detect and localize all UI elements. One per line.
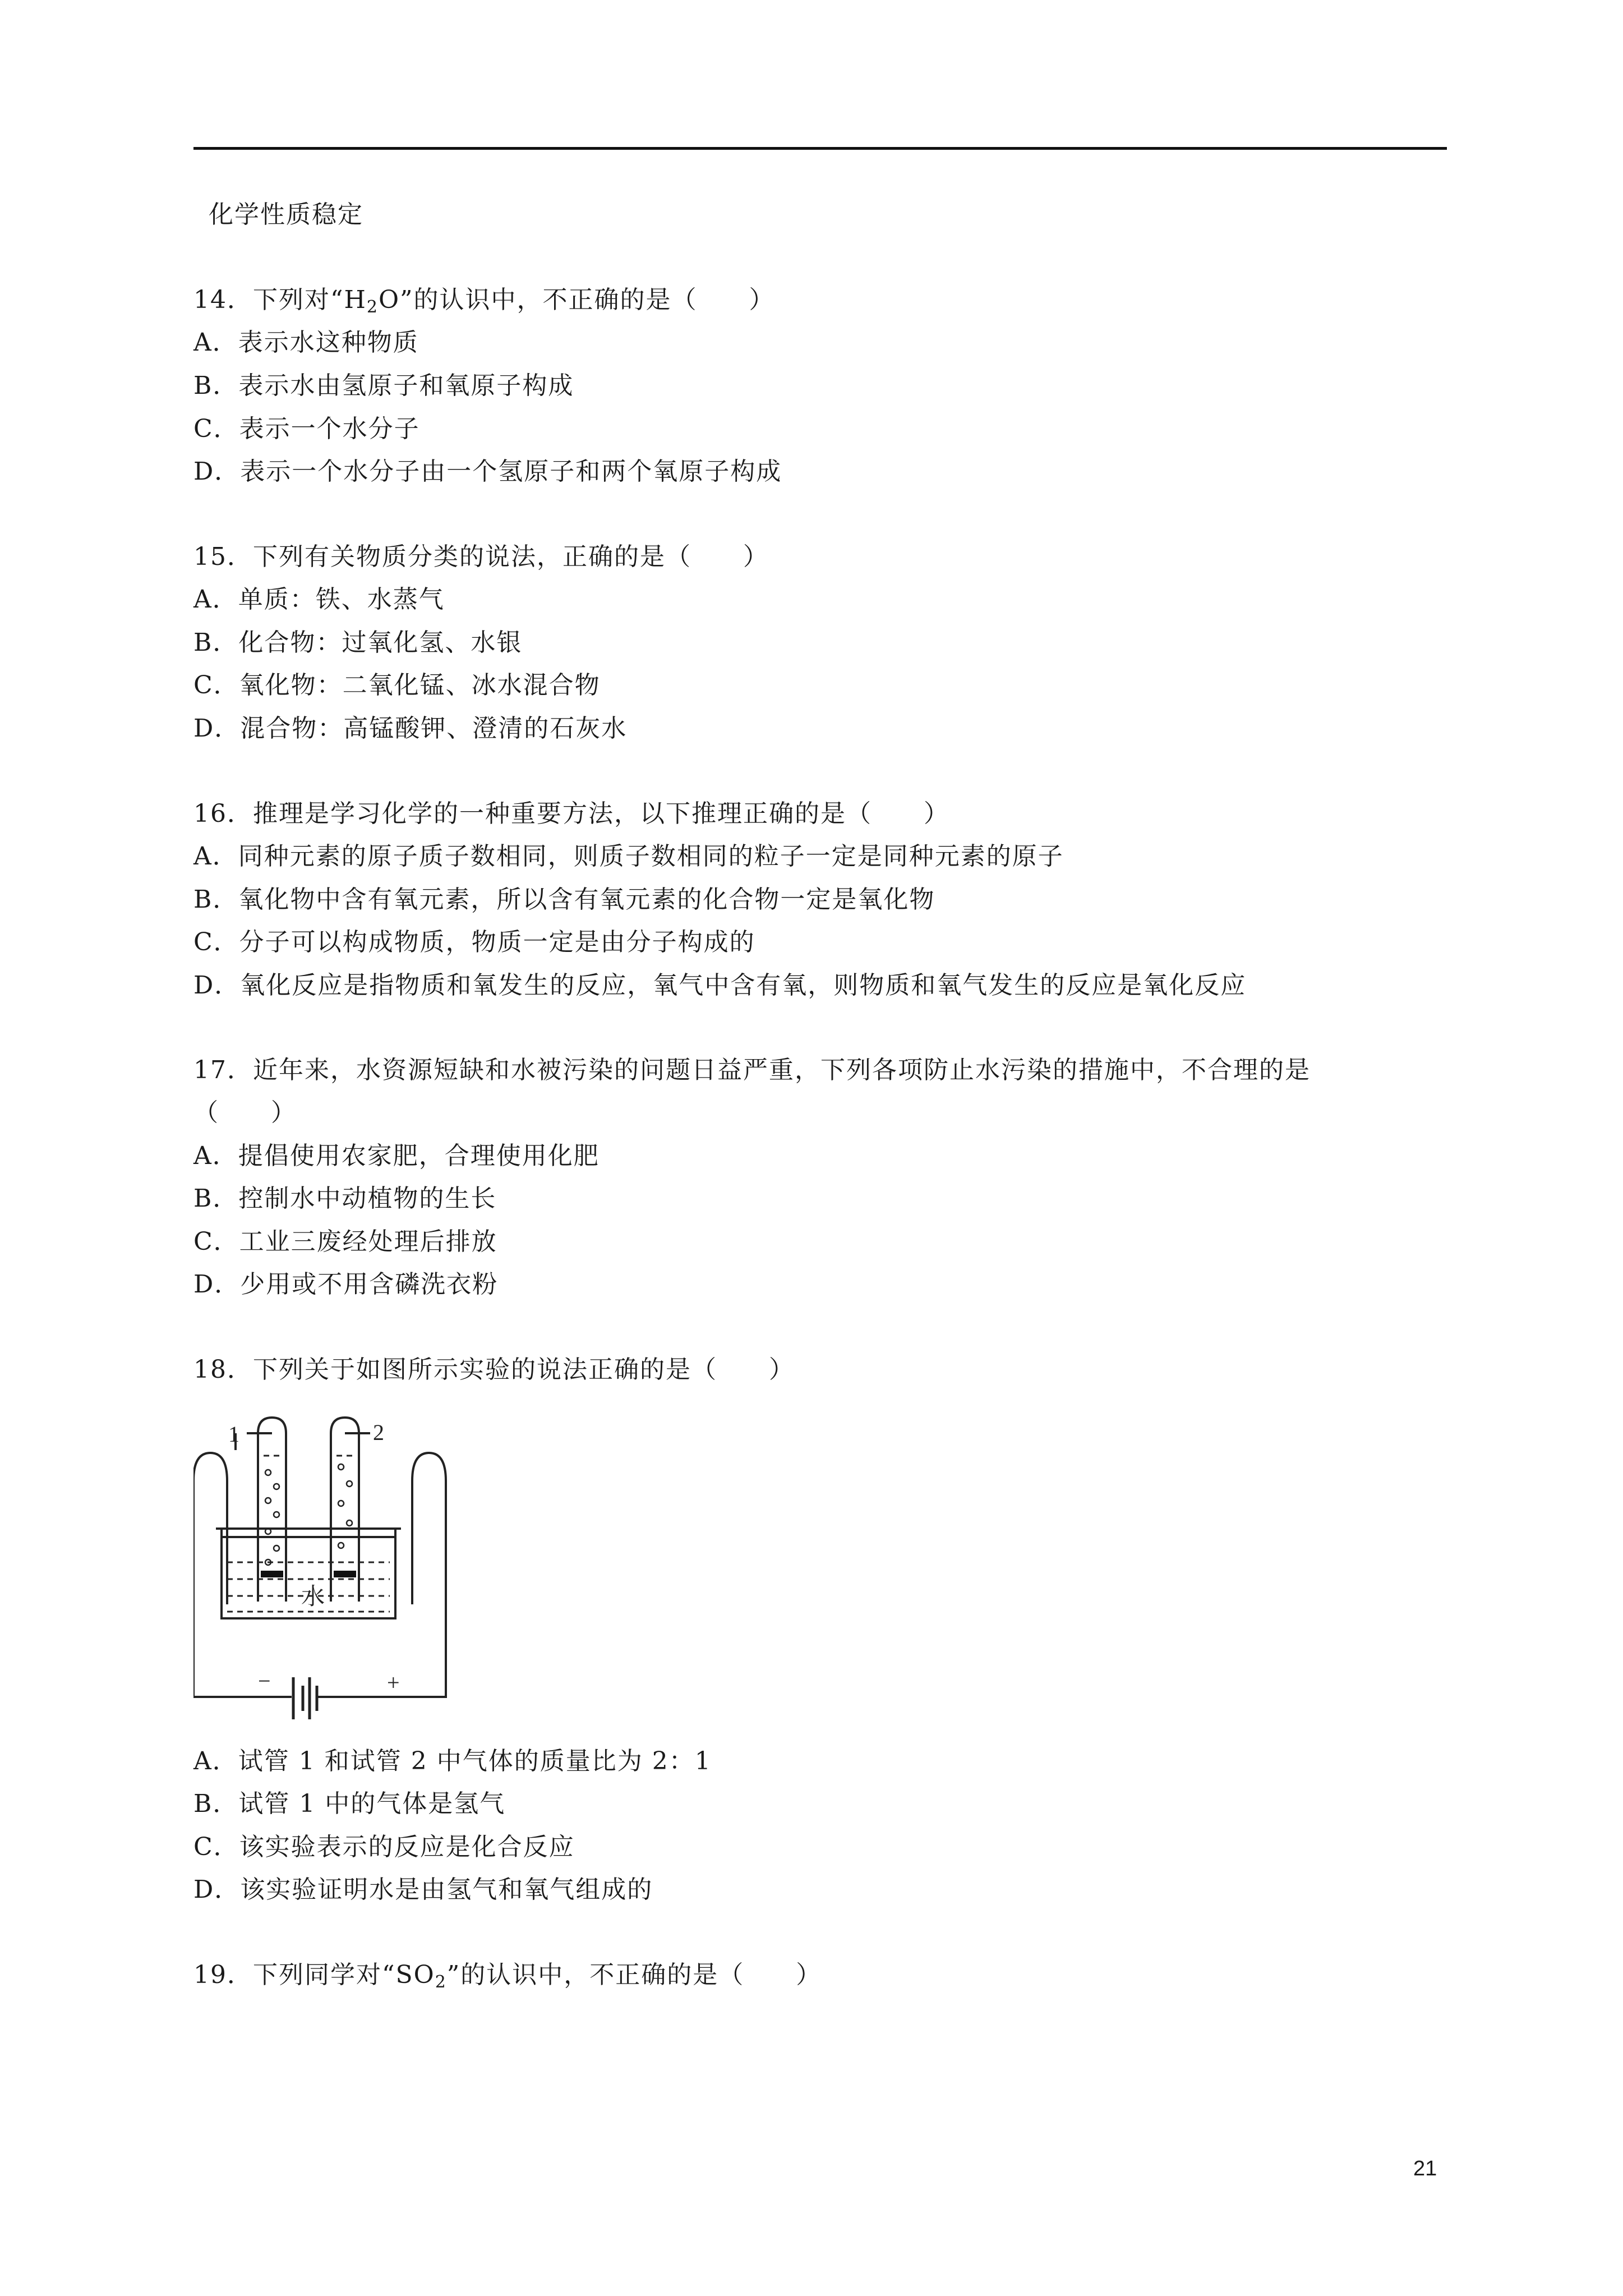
q14-option-a: A．表示水这种物质 <box>193 328 419 357</box>
question-15-stem: 15．下列有关物质分类的说法，正确的是（ ） <box>193 542 769 571</box>
water-label: 水 <box>301 1582 325 1610</box>
tube-1-label: 1 <box>228 1421 239 1447</box>
q18-option-b: B．试管 1 中的气体是氢气 <box>193 1789 506 1818</box>
question-17-stem-continued: （ ） <box>193 1098 297 1127</box>
question-19-stem: 19．下列同学对“$SO_2$”的认识中，不正确的是（ ） <box>193 1961 822 1992</box>
question-17-stem: 17．近年来，水资源短缺和水被污染的问题日益严重，下列各项防止水污染的措施中，不合理的是 <box>193 1056 1311 1084</box>
electrode-1 <box>261 1571 283 1577</box>
q18-option-c: C．该实验表示的反应是化合反应 <box>193 1833 575 1861</box>
right-wire <box>409 1453 446 1697</box>
electrolysis-apparatus-figure <box>193 1411 449 1731</box>
q18-option-a: A．试管 1 和试管 2 中气体的质量比为 2：1 <box>193 1747 712 1775</box>
plus-terminal-label: + <box>387 1670 400 1695</box>
carryover-text: 化学性质稳定 <box>209 200 363 229</box>
q18-option-d: D．该实验证明水是由氢气和氧气组成的 <box>193 1875 653 1904</box>
q15-option-b: B．化合物：过氧化氢、水银 <box>193 628 523 657</box>
question-18-stem: 18．下列关于如图所示实验的说法正确的是（ ） <box>193 1355 795 1384</box>
q16-option-b: B．氧化物中含有氧元素，所以含有氧元素的化合物一定是氧化物 <box>193 885 935 914</box>
header-rule <box>193 147 1447 150</box>
q16-option-c: C．分子可以构成物质，物质一定是由分子构成的 <box>193 928 755 956</box>
question-16-stem: 16．推理是学习化学的一种重要方法，以下推理正确的是（ ） <box>193 799 949 828</box>
q15-option-d: D．混合物：高锰酸钾、澄清的石灰水 <box>193 714 628 743</box>
q15-option-a: A．单质：铁、水蒸气 <box>193 585 445 614</box>
question-14-stem: 14．下列对“$H_2O$”的认识中，不正确的是（ ） <box>193 286 775 317</box>
q14-option-b: B．表示水由氢原子和氧原子构成 <box>193 371 574 400</box>
q15-option-c: C．氧化物：二氧化锰、冰水混合物 <box>193 671 601 700</box>
minus-terminal-label: − <box>258 1668 271 1694</box>
q14-option-c: C．表示一个水分子 <box>193 415 420 443</box>
q17-option-b: B．控制水中动植物的生长 <box>193 1184 497 1213</box>
tube-2-label: 2 <box>373 1420 384 1445</box>
left-wire <box>193 1453 233 1697</box>
q16-option-a: A．同种元素的原子质子数相同，则质子数相同的粒子一定是同种元素的原子 <box>193 842 1064 871</box>
q17-option-c: C．工业三废经处理后排放 <box>193 1227 497 1256</box>
q16-option-d: D．氧化反应是指物质和氧发生的反应，氧气中含有氧，则物质和氧气发生的反应是氧化反应 <box>193 971 1247 1000</box>
electrode-2 <box>334 1571 356 1577</box>
page-number: 21 <box>1413 2157 1437 2180</box>
q17-option-d: D．少用或不用含磷洗衣粉 <box>193 1270 499 1299</box>
q17-option-a: A．提倡使用农家肥，合理使用化肥 <box>193 1142 600 1170</box>
q14-option-d: D．表示一个水分子由一个氢原子和两个氧原子构成 <box>193 457 782 486</box>
